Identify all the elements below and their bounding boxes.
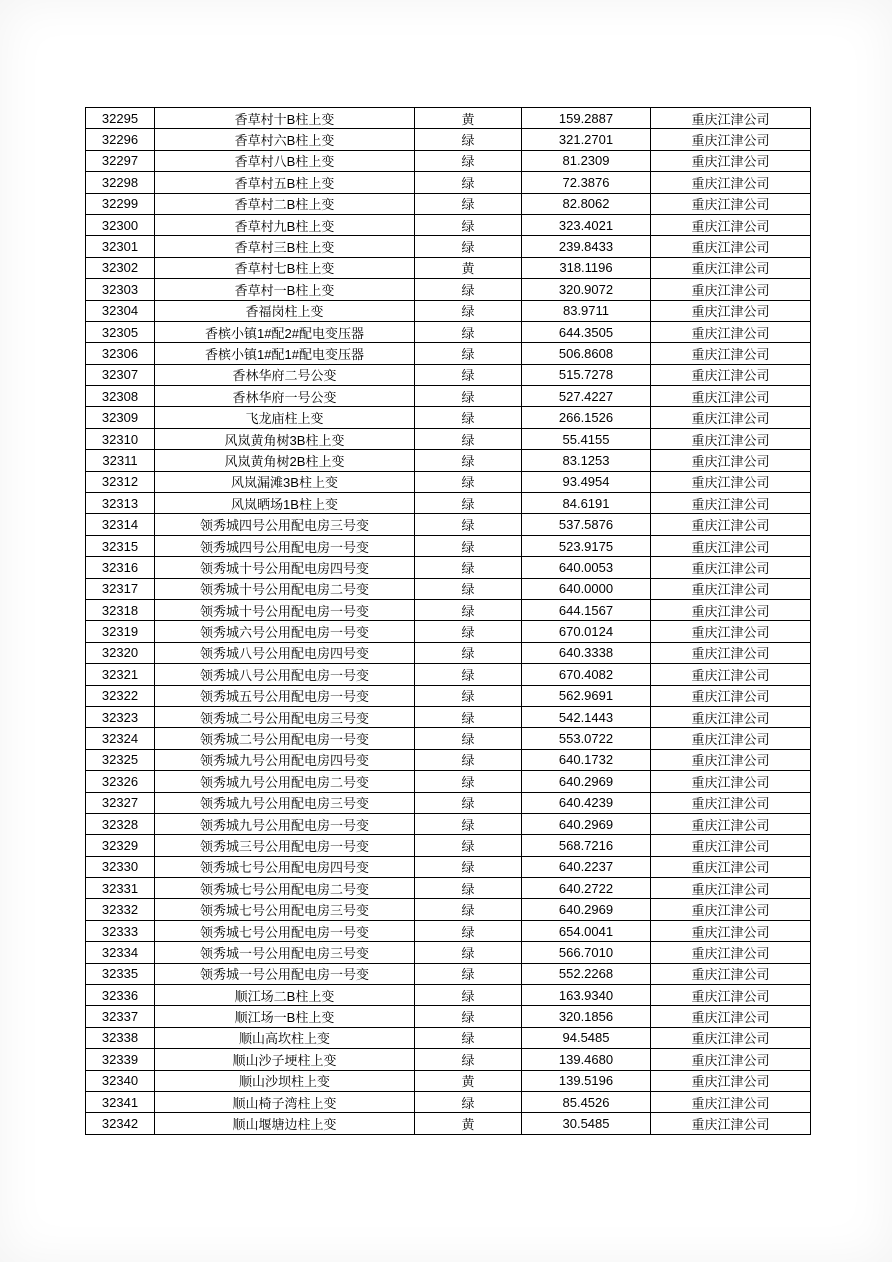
cell-status: 绿	[415, 963, 522, 984]
cell-name: 香草村十B柱上变	[155, 108, 415, 129]
cell-id: 32322	[86, 685, 155, 706]
cell-value: 83.9711	[522, 300, 651, 321]
cell-id: 32308	[86, 386, 155, 407]
cell-id: 32318	[86, 599, 155, 620]
cell-name: 顺江场二B柱上变	[155, 985, 415, 1006]
table-row	[86, 386, 811, 407]
cell-company: 重庆江津公司	[651, 599, 811, 620]
cell-status: 绿	[415, 279, 522, 300]
cell-name: 香草村二B柱上变	[155, 193, 415, 214]
cell-name: 领秀城七号公用配电房四号变	[155, 856, 415, 877]
cell-value: 318.1196	[522, 257, 651, 278]
cell-id: 32301	[86, 236, 155, 257]
cell-company: 重庆江津公司	[651, 749, 811, 770]
cell-value: 159.2887	[522, 108, 651, 129]
cell-status: 绿	[415, 621, 522, 642]
table-row	[86, 150, 811, 171]
cell-name: 风岚晒场1B柱上变	[155, 493, 415, 514]
cell-company: 重庆江津公司	[651, 129, 811, 150]
cell-company: 重庆江津公司	[651, 257, 811, 278]
cell-value: 55.4155	[522, 428, 651, 449]
cell-company: 重庆江津公司	[651, 942, 811, 963]
cell-name: 香林华府一号公变	[155, 386, 415, 407]
table-row	[86, 985, 811, 1006]
cell-value: 84.6191	[522, 493, 651, 514]
cell-company: 重庆江津公司	[651, 771, 811, 792]
cell-id: 32312	[86, 471, 155, 492]
cell-company: 重庆江津公司	[651, 642, 811, 663]
cell-value: 568.7216	[522, 835, 651, 856]
cell-company: 重庆江津公司	[651, 1070, 811, 1091]
cell-company: 重庆江津公司	[651, 878, 811, 899]
cell-value: 644.3505	[522, 321, 651, 342]
cell-company: 重庆江津公司	[651, 1091, 811, 1112]
cell-status: 绿	[415, 214, 522, 235]
cell-company: 重庆江津公司	[651, 1113, 811, 1134]
cell-status: 绿	[415, 386, 522, 407]
cell-status: 黄	[415, 257, 522, 278]
cell-name: 香福岗柱上变	[155, 300, 415, 321]
table-row	[86, 514, 811, 535]
cell-id: 32319	[86, 621, 155, 642]
cell-status: 绿	[415, 942, 522, 963]
cell-value: 94.5485	[522, 1027, 651, 1048]
cell-value: 81.2309	[522, 150, 651, 171]
cell-status: 绿	[415, 728, 522, 749]
table-row	[86, 535, 811, 556]
cell-name: 领秀城四号公用配电房三号变	[155, 514, 415, 535]
table-row	[86, 1049, 811, 1070]
cell-company: 重庆江津公司	[651, 108, 811, 129]
cell-status: 绿	[415, 557, 522, 578]
cell-value: 640.3338	[522, 642, 651, 663]
cell-company: 重庆江津公司	[651, 493, 811, 514]
table-row	[86, 899, 811, 920]
table-row	[86, 771, 811, 792]
cell-id: 32324	[86, 728, 155, 749]
cell-company: 重庆江津公司	[651, 899, 811, 920]
cell-status: 绿	[415, 920, 522, 941]
table-row	[86, 129, 811, 150]
transformer-table	[85, 107, 811, 1135]
cell-value: 320.1856	[522, 1006, 651, 1027]
cell-name: 领秀城四号公用配电房一号变	[155, 535, 415, 556]
cell-id: 32323	[86, 706, 155, 727]
cell-status: 绿	[415, 664, 522, 685]
table-row	[86, 792, 811, 813]
cell-id: 32338	[86, 1027, 155, 1048]
cell-company: 重庆江津公司	[651, 792, 811, 813]
cell-name: 领秀城十号公用配电房四号变	[155, 557, 415, 578]
table-row	[86, 471, 811, 492]
cell-value: 163.9340	[522, 985, 651, 1006]
cell-status: 绿	[415, 899, 522, 920]
table-row	[86, 685, 811, 706]
cell-value: 640.2969	[522, 813, 651, 834]
cell-name: 领秀城一号公用配电房三号变	[155, 942, 415, 963]
cell-id: 32295	[86, 108, 155, 129]
cell-company: 重庆江津公司	[651, 535, 811, 556]
cell-name: 顺山沙坝柱上变	[155, 1070, 415, 1091]
cell-status: 绿	[415, 236, 522, 257]
table-row	[86, 172, 811, 193]
cell-name: 顺江场一B柱上变	[155, 1006, 415, 1027]
cell-company: 重庆江津公司	[651, 193, 811, 214]
cell-status: 绿	[415, 514, 522, 535]
cell-name: 顺山椅子湾柱上变	[155, 1091, 415, 1112]
cell-value: 670.4082	[522, 664, 651, 685]
cell-name: 香草村八B柱上变	[155, 150, 415, 171]
cell-company: 重庆江津公司	[651, 471, 811, 492]
cell-value: 30.5485	[522, 1113, 651, 1134]
cell-value: 523.9175	[522, 535, 651, 556]
cell-id: 32305	[86, 321, 155, 342]
table-row	[86, 963, 811, 984]
table-row	[86, 942, 811, 963]
cell-id: 32300	[86, 214, 155, 235]
table-row	[86, 664, 811, 685]
cell-id: 32341	[86, 1091, 155, 1112]
table-row	[86, 493, 811, 514]
cell-name: 飞龙庙柱上变	[155, 407, 415, 428]
table-row	[86, 193, 811, 214]
table-row	[86, 920, 811, 941]
cell-value: 93.4954	[522, 471, 651, 492]
cell-value: 83.1253	[522, 450, 651, 471]
cell-value: 266.1526	[522, 407, 651, 428]
cell-company: 重庆江津公司	[651, 621, 811, 642]
cell-value: 72.3876	[522, 172, 651, 193]
cell-id: 32304	[86, 300, 155, 321]
cell-company: 重庆江津公司	[651, 963, 811, 984]
cell-company: 重庆江津公司	[651, 1049, 811, 1070]
cell-id: 32311	[86, 450, 155, 471]
cell-company: 重庆江津公司	[651, 407, 811, 428]
cell-status: 绿	[415, 878, 522, 899]
table-row	[86, 1027, 811, 1048]
table-row	[86, 835, 811, 856]
cell-company: 重庆江津公司	[651, 364, 811, 385]
cell-id: 32315	[86, 535, 155, 556]
cell-status: 绿	[415, 813, 522, 834]
cell-status: 绿	[415, 835, 522, 856]
cell-value: 640.2237	[522, 856, 651, 877]
table-row	[86, 578, 811, 599]
cell-status: 绿	[415, 642, 522, 663]
cell-name: 香槟小镇1#配1#配电变压器	[155, 343, 415, 364]
cell-status: 绿	[415, 771, 522, 792]
cell-id: 32306	[86, 343, 155, 364]
cell-status: 绿	[415, 321, 522, 342]
cell-status: 绿	[415, 343, 522, 364]
cell-name: 领秀城一号公用配电房一号变	[155, 963, 415, 984]
cell-company: 重庆江津公司	[651, 728, 811, 749]
cell-status: 绿	[415, 1027, 522, 1048]
cell-name: 风岚黄角树3B柱上变	[155, 428, 415, 449]
cell-id: 32330	[86, 856, 155, 877]
cell-name: 香草村三B柱上变	[155, 236, 415, 257]
cell-name: 领秀城七号公用配电房二号变	[155, 878, 415, 899]
cell-status: 绿	[415, 493, 522, 514]
cell-name: 领秀城七号公用配电房一号变	[155, 920, 415, 941]
table-row	[86, 557, 811, 578]
cell-status: 绿	[415, 685, 522, 706]
cell-id: 32317	[86, 578, 155, 599]
table-row	[86, 236, 811, 257]
table-row	[86, 108, 811, 129]
cell-id: 32337	[86, 1006, 155, 1027]
cell-status: 绿	[415, 1091, 522, 1112]
cell-status: 绿	[415, 407, 522, 428]
cell-id: 32335	[86, 963, 155, 984]
cell-name: 香草村七B柱上变	[155, 257, 415, 278]
cell-id: 32329	[86, 835, 155, 856]
cell-company: 重庆江津公司	[651, 300, 811, 321]
cell-id: 32331	[86, 878, 155, 899]
cell-id: 32299	[86, 193, 155, 214]
cell-value: 640.2722	[522, 878, 651, 899]
cell-name: 领秀城九号公用配电房一号变	[155, 813, 415, 834]
cell-id: 32303	[86, 279, 155, 300]
cell-company: 重庆江津公司	[651, 664, 811, 685]
cell-id: 32326	[86, 771, 155, 792]
cell-value: 82.8062	[522, 193, 651, 214]
cell-status: 绿	[415, 471, 522, 492]
table-row	[86, 428, 811, 449]
cell-name: 领秀城十号公用配电房二号变	[155, 578, 415, 599]
cell-name: 风岚黄角树2B柱上变	[155, 450, 415, 471]
cell-company: 重庆江津公司	[651, 321, 811, 342]
cell-value: 515.7278	[522, 364, 651, 385]
cell-company: 重庆江津公司	[651, 214, 811, 235]
cell-value: 239.8433	[522, 236, 651, 257]
cell-id: 32321	[86, 664, 155, 685]
cell-company: 重庆江津公司	[651, 985, 811, 1006]
table-row	[86, 706, 811, 727]
table-row	[86, 407, 811, 428]
cell-value: 644.1567	[522, 599, 651, 620]
cell-status: 绿	[415, 428, 522, 449]
cell-company: 重庆江津公司	[651, 386, 811, 407]
cell-value: 527.4227	[522, 386, 651, 407]
table-row	[86, 279, 811, 300]
table-row	[86, 813, 811, 834]
cell-id: 32336	[86, 985, 155, 1006]
cell-value: 139.4680	[522, 1049, 651, 1070]
cell-name: 香草村六B柱上变	[155, 129, 415, 150]
cell-status: 黄	[415, 1070, 522, 1091]
cell-name: 领秀城五号公用配电房一号变	[155, 685, 415, 706]
cell-name: 香草村五B柱上变	[155, 172, 415, 193]
cell-id: 32297	[86, 150, 155, 171]
cell-value: 566.7010	[522, 942, 651, 963]
cell-value: 640.2969	[522, 899, 651, 920]
cell-name: 顺山堰塘边柱上变	[155, 1113, 415, 1134]
cell-name: 领秀城九号公用配电房四号变	[155, 749, 415, 770]
cell-name: 香草村九B柱上变	[155, 214, 415, 235]
cell-value: 85.4526	[522, 1091, 651, 1112]
cell-company: 重庆江津公司	[651, 428, 811, 449]
cell-company: 重庆江津公司	[651, 920, 811, 941]
table-row	[86, 1070, 811, 1091]
cell-status: 绿	[415, 150, 522, 171]
cell-value: 640.0053	[522, 557, 651, 578]
cell-id: 32310	[86, 428, 155, 449]
cell-value: 640.0000	[522, 578, 651, 599]
cell-value: 670.0124	[522, 621, 651, 642]
cell-status: 绿	[415, 1049, 522, 1070]
cell-id: 32334	[86, 942, 155, 963]
cell-name: 领秀城十号公用配电房一号变	[155, 599, 415, 620]
cell-company: 重庆江津公司	[651, 450, 811, 471]
cell-name: 香草村一B柱上变	[155, 279, 415, 300]
cell-id: 32325	[86, 749, 155, 770]
cell-status: 绿	[415, 300, 522, 321]
cell-value: 320.9072	[522, 279, 651, 300]
cell-company: 重庆江津公司	[651, 514, 811, 535]
cell-name: 领秀城三号公用配电房一号变	[155, 835, 415, 856]
cell-id: 32307	[86, 364, 155, 385]
cell-company: 重庆江津公司	[651, 172, 811, 193]
table-row	[86, 642, 811, 663]
cell-value: 654.0041	[522, 920, 651, 941]
cell-name: 领秀城二号公用配电房三号变	[155, 706, 415, 727]
cell-company: 重庆江津公司	[651, 856, 811, 877]
cell-status: 绿	[415, 856, 522, 877]
cell-name: 香槟小镇1#配2#配电变压器	[155, 321, 415, 342]
cell-id: 32328	[86, 813, 155, 834]
table-row	[86, 621, 811, 642]
cell-name: 顺山沙子埂柱上变	[155, 1049, 415, 1070]
cell-name: 领秀城二号公用配电房一号变	[155, 728, 415, 749]
transformer-table-body	[86, 108, 811, 1135]
cell-company: 重庆江津公司	[651, 557, 811, 578]
table-row	[86, 343, 811, 364]
table-row	[86, 599, 811, 620]
cell-value: 640.2969	[522, 771, 651, 792]
table-row	[86, 1091, 811, 1112]
table-row	[86, 1006, 811, 1027]
cell-company: 重庆江津公司	[651, 706, 811, 727]
cell-status: 绿	[415, 599, 522, 620]
table-row	[86, 749, 811, 770]
cell-status: 绿	[415, 450, 522, 471]
cell-id: 32298	[86, 172, 155, 193]
cell-name: 风岚漏滩3B柱上变	[155, 471, 415, 492]
cell-value: 321.2701	[522, 129, 651, 150]
cell-id: 32296	[86, 129, 155, 150]
cell-value: 323.4021	[522, 214, 651, 235]
cell-status: 绿	[415, 706, 522, 727]
cell-status: 绿	[415, 792, 522, 813]
cell-value: 542.1443	[522, 706, 651, 727]
cell-id: 32327	[86, 792, 155, 813]
cell-id: 32332	[86, 899, 155, 920]
cell-id: 32340	[86, 1070, 155, 1091]
cell-id: 32320	[86, 642, 155, 663]
cell-name: 领秀城九号公用配电房三号变	[155, 792, 415, 813]
table-row	[86, 450, 811, 471]
cell-status: 黄	[415, 108, 522, 129]
table-row	[86, 257, 811, 278]
cell-id: 32313	[86, 493, 155, 514]
cell-value: 562.9691	[522, 685, 651, 706]
table-row	[86, 856, 811, 877]
cell-id: 32314	[86, 514, 155, 535]
cell-status: 绿	[415, 172, 522, 193]
cell-id: 32302	[86, 257, 155, 278]
cell-name: 领秀城八号公用配电房四号变	[155, 642, 415, 663]
cell-name: 顺山高坎柱上变	[155, 1027, 415, 1048]
table-row	[86, 364, 811, 385]
table-row	[86, 1113, 811, 1134]
cell-status: 绿	[415, 193, 522, 214]
cell-id: 32342	[86, 1113, 155, 1134]
cell-status: 绿	[415, 364, 522, 385]
cell-name: 领秀城八号公用配电房一号变	[155, 664, 415, 685]
cell-status: 绿	[415, 1006, 522, 1027]
cell-status: 绿	[415, 749, 522, 770]
cell-id: 32316	[86, 557, 155, 578]
table-row	[86, 878, 811, 899]
cell-name: 领秀城六号公用配电房一号变	[155, 621, 415, 642]
cell-company: 重庆江津公司	[651, 813, 811, 834]
cell-value: 506.8608	[522, 343, 651, 364]
cell-company: 重庆江津公司	[651, 685, 811, 706]
cell-value: 552.2268	[522, 963, 651, 984]
cell-id: 32339	[86, 1049, 155, 1070]
cell-status: 绿	[415, 129, 522, 150]
cell-name: 领秀城七号公用配电房三号变	[155, 899, 415, 920]
cell-value: 139.5196	[522, 1070, 651, 1091]
cell-value: 640.1732	[522, 749, 651, 770]
cell-company: 重庆江津公司	[651, 1027, 811, 1048]
cell-id: 32333	[86, 920, 155, 941]
cell-name: 香林华府二号公变	[155, 364, 415, 385]
cell-id: 32309	[86, 407, 155, 428]
cell-status: 黄	[415, 1113, 522, 1134]
cell-company: 重庆江津公司	[651, 1006, 811, 1027]
cell-company: 重庆江津公司	[651, 835, 811, 856]
cell-value: 553.0722	[522, 728, 651, 749]
cell-company: 重庆江津公司	[651, 578, 811, 599]
cell-company: 重庆江津公司	[651, 236, 811, 257]
cell-value: 537.5876	[522, 514, 651, 535]
cell-company: 重庆江津公司	[651, 343, 811, 364]
table-row	[86, 321, 811, 342]
table-row	[86, 300, 811, 321]
cell-status: 绿	[415, 535, 522, 556]
cell-status: 绿	[415, 578, 522, 599]
cell-company: 重庆江津公司	[651, 279, 811, 300]
cell-name: 领秀城九号公用配电房二号变	[155, 771, 415, 792]
table-row	[86, 214, 811, 235]
table-row	[86, 728, 811, 749]
cell-status: 绿	[415, 985, 522, 1006]
cell-company: 重庆江津公司	[651, 150, 811, 171]
cell-value: 640.4239	[522, 792, 651, 813]
